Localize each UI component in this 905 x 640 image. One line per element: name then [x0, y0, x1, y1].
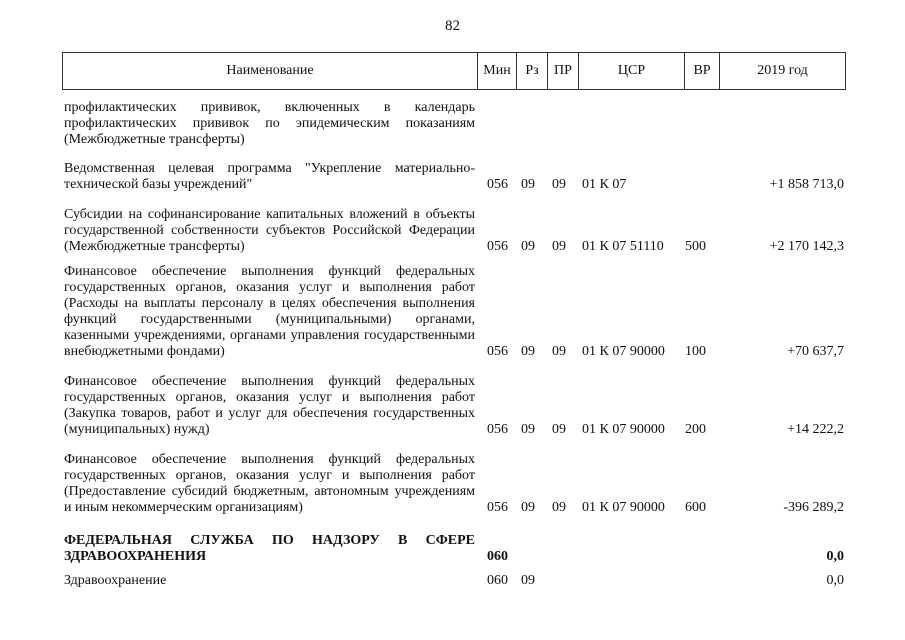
row-csr: 01 К 07	[582, 177, 627, 192]
row-amount: +2 170 142,3	[769, 239, 844, 254]
row-amount: 0,0	[826, 549, 844, 564]
page-number: 82	[445, 18, 460, 34]
table-row	[0, 98, 905, 148]
row-name: Субсидии на софинансирование капитальных вложений в объекты государственной собственности субъектов Российской Федерации (Межбюджетные трансферты)	[64, 207, 475, 254]
row-min: 056	[487, 239, 508, 254]
row-min: 060	[487, 573, 508, 588]
row-min: 056	[487, 177, 508, 192]
row-pr: 09	[552, 422, 566, 437]
header-min: Мин	[478, 53, 517, 90]
row-vr: 500	[685, 239, 706, 254]
row-name: Финансовое обеспечение выполнения функций федеральных государственных органов, оказания услуг и выполнения работ (Закупка товаров, работ и услуг для обеспечения государственных (муниципальных) нужд)	[64, 374, 475, 437]
table-row	[0, 531, 905, 567]
row-csr: 01 К 07 90000	[582, 344, 665, 359]
row-rz: 09	[521, 344, 535, 359]
row-csr: 01 К 07 51110	[582, 239, 664, 254]
header-vr: ВР	[685, 53, 720, 90]
table-row	[0, 158, 905, 194]
table-row	[0, 264, 905, 366]
row-name: Финансовое обеспечение выполнения функций федеральных государственных органов, оказания услуг и выполнения работ (Предоставление субсидий бюджетным, автономным учреждениям и иным некоммерческим организациям)	[64, 452, 475, 515]
row-rz: 09	[521, 573, 535, 588]
row-pr: 09	[552, 239, 566, 254]
row-name: Здравоохранение	[64, 573, 167, 588]
row-min: 056	[487, 344, 508, 359]
row-min: 060	[487, 549, 508, 564]
row-csr: 01 К 07 90000	[582, 422, 665, 437]
table-row	[0, 204, 905, 258]
table-row	[0, 573, 905, 593]
table-header	[62, 52, 846, 90]
row-amount: +14 222,2	[787, 422, 844, 437]
row-name: ФЕДЕРАЛЬНАЯ СЛУЖБА ПО НАДЗОРУ В СФЕРЕ ЗДРАВООХРАНЕНИЯ	[64, 533, 475, 564]
row-amount: +1 858 713,0	[769, 177, 844, 192]
row-min: 056	[487, 500, 508, 515]
row-name: Финансовое обеспечение выполнения функций федеральных государственных органов, оказания услуг и выполнения работ (Расходы на выплаты персоналу в целях обеспечения выполнения функций государственными (муниципальными) органами, казенными учреждениями, органами управления государственными внебюджетными фондами)	[64, 264, 475, 359]
row-pr: 09	[552, 177, 566, 192]
row-name: профилактических прививок, включенных в календарь профилактических прививок по эпидемическим показаниям (Межбюджетные трансферты)	[64, 100, 475, 147]
row-amount: 0,0	[826, 573, 844, 588]
row-pr: 09	[552, 344, 566, 359]
header-name: Наименование	[63, 53, 478, 90]
row-csr: 01 К 07 90000	[582, 500, 665, 515]
table-row	[0, 374, 905, 444]
row-min: 056	[487, 422, 508, 437]
row-rz: 09	[521, 500, 535, 515]
row-amount: +70 637,7	[787, 344, 844, 359]
row-rz: 09	[521, 177, 535, 192]
row-name: Ведомственная целевая программа "Укрепление материально-технической базы учреждений"	[64, 161, 475, 192]
row-amount: -396 289,2	[783, 500, 844, 515]
header-year: 2019 год	[720, 53, 846, 90]
header-csr: ЦСР	[579, 53, 685, 90]
header-pr: ПР	[548, 53, 579, 90]
header-rz: Рз	[517, 53, 548, 90]
row-pr: 09	[552, 500, 566, 515]
row-vr: 600	[685, 500, 706, 515]
row-vr: 100	[685, 344, 706, 359]
table-row	[0, 452, 905, 522]
row-rz: 09	[521, 239, 535, 254]
row-rz: 09	[521, 422, 535, 437]
row-vr: 200	[685, 422, 706, 437]
